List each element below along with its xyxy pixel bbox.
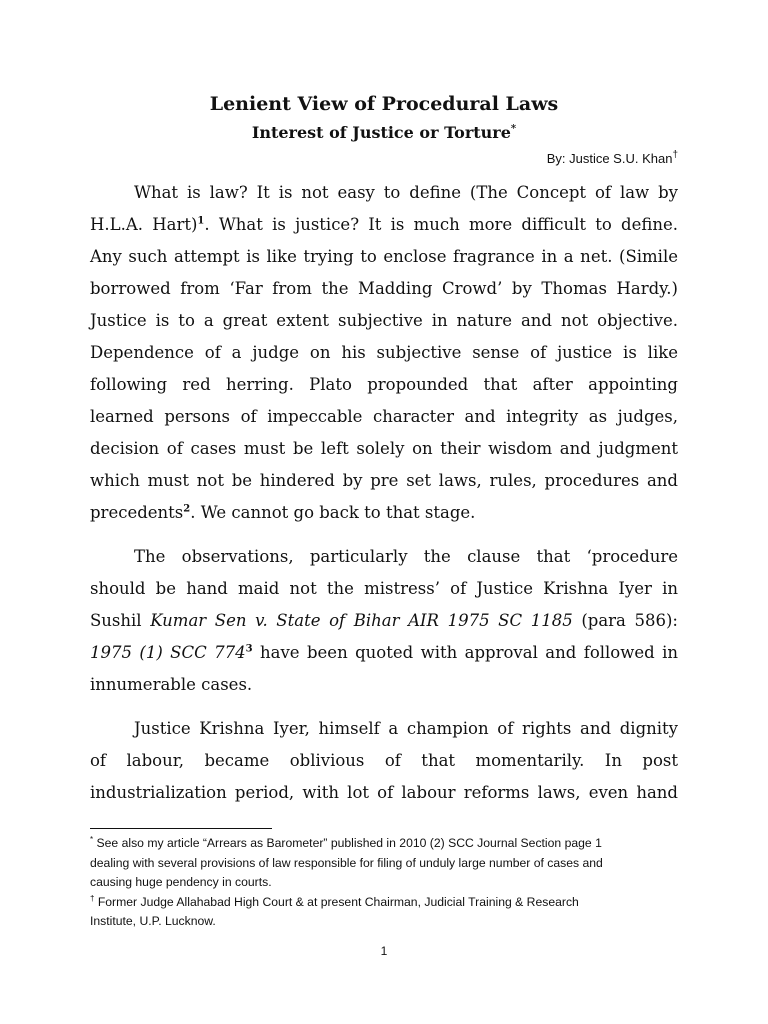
- author-line: [547, 150, 678, 168]
- footnote-ref-3[interactable]: 3: [245, 643, 253, 655]
- footnote-line: causing huge pendency in courts.: [90, 875, 272, 889]
- paragraph-3: [90, 713, 678, 809]
- subtitle-footnote-mark[interactable]: *: [510, 123, 517, 135]
- paragraph-line: following red herring. Plato propounded that after appointing: [90, 375, 678, 394]
- case-citation: 1975 (1) SCC 774: [90, 643, 246, 662]
- footnotes: [90, 834, 690, 932]
- paragraph-line: should be hand maid not the mistress’ of Justice Krishna Iyer in: [90, 579, 678, 598]
- footnote-ref-2[interactable]: 2: [183, 503, 191, 515]
- document-title: [90, 92, 678, 116]
- author-footnote-mark[interactable]: †: [672, 149, 678, 161]
- paragraph-line: Justice Krishna Iyer, himself a champion of rights and dignity: [134, 719, 678, 738]
- paragraph-line: industrialization period, with lot of labour reforms laws, even hand: [90, 783, 678, 802]
- footnote-line: dealing with several provisions of law responsible for filing of unduly large number of cases and: [90, 855, 603, 870]
- paragraph-line: The observations, particularly the clause that ‘procedure: [134, 547, 678, 566]
- footnote-mark: *: [90, 834, 94, 844]
- author-text: By: Justice S.U. Khan: [546, 151, 673, 166]
- paragraph-line: precedents$^2$. We cannot go back to that stage.: [90, 503, 476, 522]
- document-subtitle: [90, 122, 678, 144]
- footnote-line: * See also my article “Arrears as Barometer” published in 2010 (2) SCC Journal Section page 1: [90, 834, 602, 850]
- paragraph-line: What is law? It is not easy to define (The Concept of law by: [134, 183, 678, 202]
- footnote-line: Institute, U.P. Lucknow.: [90, 914, 216, 928]
- footnote-ref-1[interactable]: 1: [197, 215, 205, 227]
- footnote-mark: †: [90, 893, 95, 903]
- paragraph-line: Dependence of a judge on his subjective sense of justice is like: [90, 343, 678, 362]
- title-text: Lenient View of Procedural Laws: [209, 93, 559, 115]
- paragraph-line: Justice is to a great extent subjective in nature and not objective.: [90, 311, 678, 330]
- page-number: 1: [380, 944, 388, 958]
- footnote-divider: [90, 828, 272, 829]
- paragraph-line: of labour, became oblivious of that momentarily. In post: [90, 751, 678, 770]
- paragraph-line: decision of cases must be left solely on their wisdom and judgment: [90, 439, 678, 458]
- paragraph-line: innumerable cases.: [90, 675, 253, 694]
- paragraph-line: Any such attempt is like trying to enclose fragrance in a net. (Simile: [90, 247, 678, 266]
- paragraph-line: 1975 (1) SCC $774^3$ have been quoted with approval and followed in: [90, 643, 678, 662]
- paragraph-line: borrowed from ‘Far from the Madding Crowd’ by Thomas Hardy.): [90, 279, 678, 298]
- subtitle-text: Interest of Justice or Torture: [251, 123, 511, 142]
- case-citation: Kumar Sen v. State of Bihar AIR 1975 SC 1185: [150, 611, 573, 630]
- paragraph-line: which must not be hindered by pre set laws, rules, procedures and: [90, 471, 678, 490]
- paragraph-2: [90, 541, 678, 701]
- footnote-line: † Former Judge Allahabad High Court & at present Chairman, Judicial Training & Research: [90, 893, 579, 909]
- paragraph-line: H.L.A. Hart)$^1$. What is justice? It is much more difficult to define.: [90, 215, 678, 234]
- paragraph-line: Sushil Kumar Sen v. State of Bihar AIR 1975 SC 1185 (para 586):: [90, 611, 678, 630]
- paragraph-line: learned persons of impeccable character and integrity as judges,: [90, 407, 678, 426]
- paragraph-1: [90, 177, 678, 529]
